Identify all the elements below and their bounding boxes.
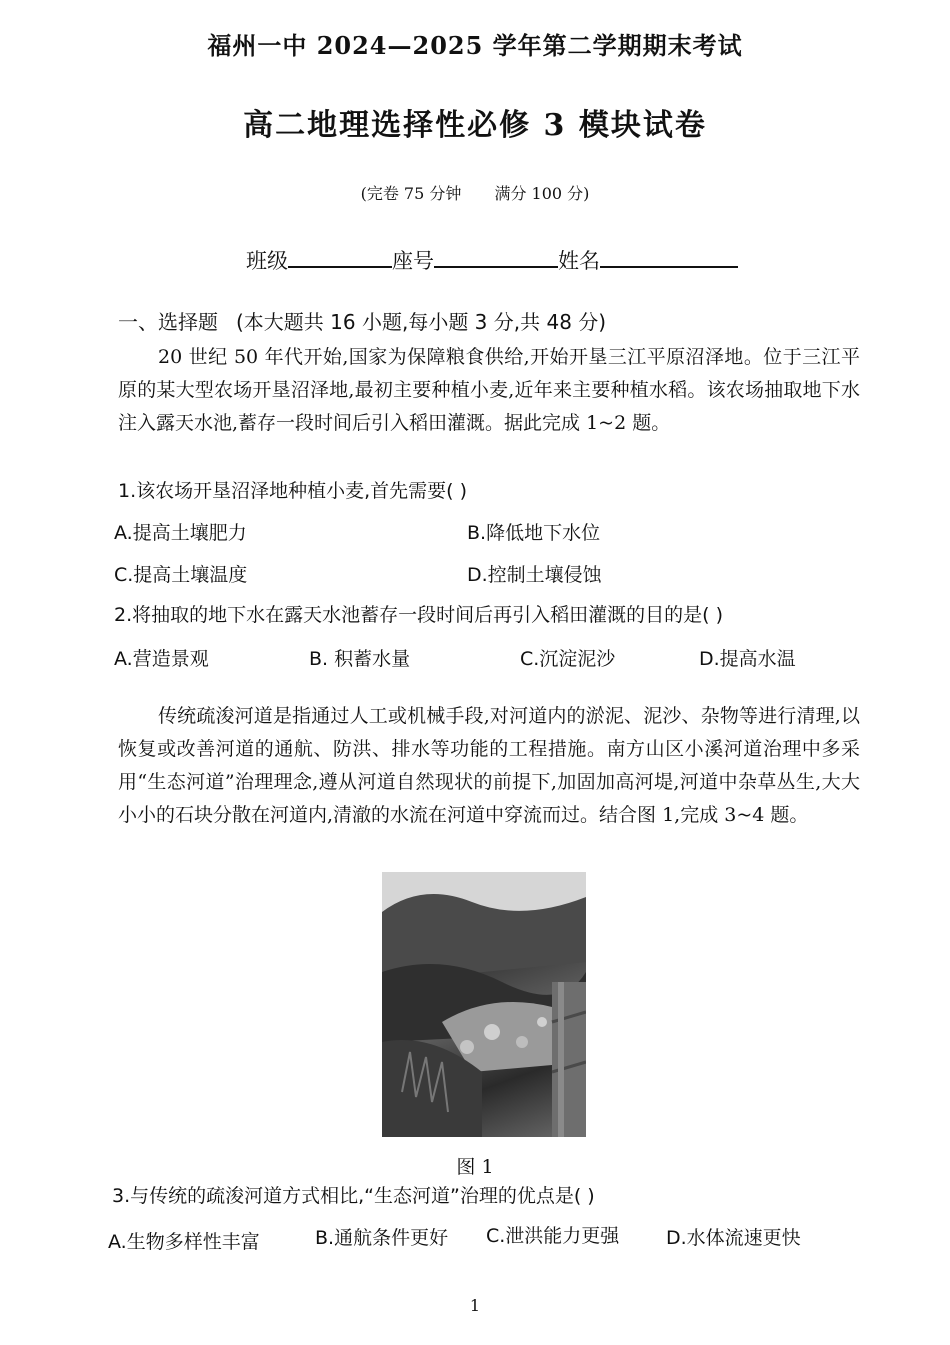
section-title: 一、选择题 — [118, 310, 218, 334]
q1-option-d: D.控制土壤侵蚀 — [467, 564, 602, 586]
river-photo — [382, 872, 586, 1137]
seat-blank[interactable] — [434, 244, 558, 268]
q1-option-a: A.提高土壤肥力 — [114, 522, 247, 544]
q2-option-d: D.提高水温 — [699, 648, 796, 670]
figure-caption: 图 1 — [456, 1156, 494, 1178]
section-heading — [118, 306, 606, 335]
river-photo-illustration — [382, 872, 586, 1137]
q3-option-b: B.通航条件更好 — [315, 1227, 449, 1249]
name-label: 姓名 — [558, 249, 600, 273]
q3-option-c: C.泄洪能力更强 — [486, 1225, 620, 1247]
exam-time: (完卷 75 分钟 — [360, 184, 462, 203]
class-label: 班级 — [246, 249, 288, 273]
q3-option-d: D.水体流速更快 — [666, 1227, 801, 1249]
paper-title: 高二地理选择性必修 3 模块试卷 — [243, 108, 707, 143]
q1-option-c: C.提高土壤温度 — [114, 564, 248, 586]
passage-2: 传统疏浚河道是指通过人工或机械手段,对河道内的淤泥、泥沙、杂物等进行清理,以恢复或改善河道的通航、防洪、排水等功能的工程措施。南方山区小溪河道治理中多采用“生态河道”治理理念,遵从河道自然现状的前提下,加固加高河堤,河道中杂草丛生,大大小小的石块分散在河道内,清澈的水流在河道中穿流而过。结合图 1,完成 3~4 题。 — [118, 705, 860, 826]
class-blank[interactable] — [288, 244, 392, 268]
q2-option-a: A.营造景观 — [114, 648, 209, 670]
name-blank[interactable] — [600, 244, 738, 268]
question-1-stem: 1.该农场开垦沼泽地种植小麦,首先需要( ) — [118, 480, 468, 502]
question-2-stem: 2.将抽取的地下水在露天水池蓄存一段时间后再引入稻田灌溉的目的是( ) — [114, 604, 723, 626]
passage-1: 20 世纪 50 年代开始,国家为保障粮食供给,开始开垦三江平原沼泽地。位于三江平原的某大型农场开垦沼泽地,最初主要种植小麦,近年来主要种植水稻。该农场抽取地下水注入露天水池,蓄存一段时间后引入稻田灌溉。据此完成 1~2 题。 — [118, 346, 860, 434]
q2-option-c: C.沉淀泥沙 — [520, 648, 616, 670]
q1-option-b: B.降低地下水位 — [467, 522, 601, 544]
exam-meta — [0, 181, 950, 204]
exam-score: 满分 100 分) — [494, 184, 590, 203]
student-info-fields — [246, 244, 738, 275]
q3-option-a: A.生物多样性丰富 — [108, 1231, 260, 1253]
q2-option-b: B. 积蓄水量 — [309, 648, 411, 670]
seat-label: 座号 — [392, 249, 434, 273]
exam-title: 福州一中 2024—2025 学年第二学期期末考试 — [207, 31, 743, 60]
page-number: 1 — [469, 1296, 481, 1315]
question-3-stem: 3.与传统的疏浚河道方式相比,“生态河道”治理的优点是( ) — [112, 1185, 595, 1207]
section-note: (本大题共 16 小题,每小题 3 分,共 48 分) — [236, 310, 607, 334]
